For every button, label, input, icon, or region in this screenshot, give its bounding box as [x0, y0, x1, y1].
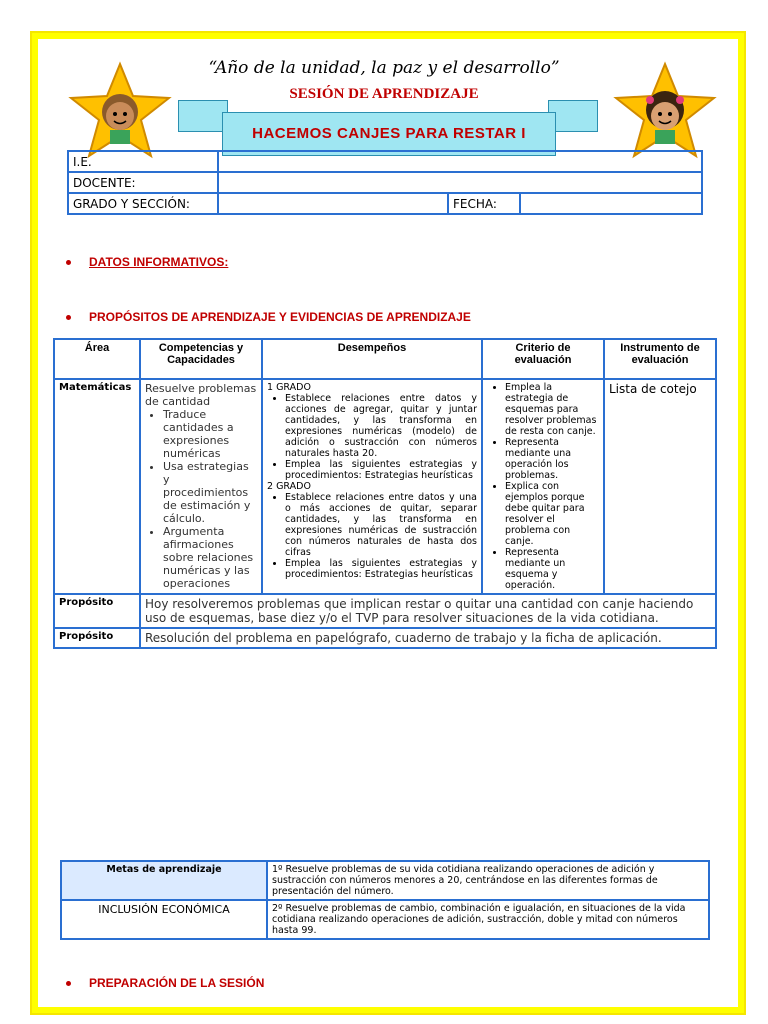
session-title: HACEMOS CANJES PARA RESTAR I [222, 112, 556, 156]
metas-text: 1º Resuelve problemas de su vida cotidiana realizando operaciones de adición y sustracción con números menores a 20, centrándose en las diferentes formas de presentación del número. [267, 861, 709, 900]
ie-value[interactable] [218, 151, 702, 172]
header-instrumento: Instrumento de evaluación [604, 339, 716, 379]
docente-value[interactable] [218, 172, 702, 193]
bullet-icon [66, 260, 71, 265]
section-datos: DATOS INFORMATIVOS: [66, 255, 228, 269]
star-girl-icon [610, 60, 720, 160]
grado-value[interactable] [218, 193, 448, 214]
header-area: Área [54, 339, 140, 379]
inclusion-text: 2º Resuelve problemas de cambio, combinación e igualación, en situaciones de la vida cotidiana realizando operaciones de adición, sustracción, doble y mitad con números hasta 99. [267, 900, 709, 939]
capacidad-item: • Traduce cantidades a expresiones numéricas [163, 408, 257, 460]
ie-label: I.E. [68, 151, 218, 172]
grado2-label: 2 GRADO [267, 481, 311, 492]
learning-table [53, 338, 717, 649]
header-desempenos: Desempeños [262, 339, 482, 379]
instrumento-cell: Lista de cotejo [604, 379, 716, 594]
metas-table [60, 860, 710, 940]
motto: “Año de la unidad, la paz y el desarrollo” [208, 58, 560, 78]
criterio-item: • Representa mediante una operación los problemas. [505, 437, 599, 481]
grado1-label: 1 GRADO [267, 382, 311, 393]
metas-label: Metas de aprendizaje [61, 861, 267, 900]
criterio-item: • Explica con ejemplos porque debe quitar para resolver el problema con canje. [505, 481, 599, 547]
session-label: SESIÓN DE APRENDIZAJE [289, 86, 479, 102]
desempeno-item: • Emplea las siguientes estrategias y procedimientos: Estrategias heurísticas [285, 459, 477, 481]
desempeno-item: • Emplea las siguientes estrategias y procedimientos: Estrategias heurísticas [285, 558, 477, 580]
capacidad-item: • Usa estrategias y procedimientos de estimación y cálculo. [163, 460, 257, 525]
proposito-label-2: Propósito [54, 628, 140, 648]
inclusion-label: INCLUSIÓN ECONÓMICA [61, 900, 267, 939]
fecha-value[interactable] [520, 193, 702, 214]
header-criterio: Criterio de evaluación [482, 339, 604, 379]
desempenos-cell [262, 379, 482, 594]
header-competencias: Competencias y Capacidades [140, 339, 262, 379]
banner-ribbon-left [178, 100, 228, 132]
bullet-icon [66, 315, 71, 320]
section-preparacion: PREPARACIÓN DE LA SESIÓN [66, 976, 264, 990]
criterio-cell [482, 379, 604, 594]
criterio-item: • Emplea la estrategia de esquemas para resolver problemas de resta con canje. [505, 382, 599, 437]
docente-label: DOCENTE: [68, 172, 218, 193]
area-cell: Matemáticas [54, 379, 140, 594]
capacidad-item: • Argumenta afirmaciones sobre relaciones numéricas y las operaciones [163, 525, 257, 590]
desempeno-item: • Establece relaciones entre datos y una o más acciones de quitar, separar cantidades, y las transforma en expresiones numéricas de sustracción con números naturales de hasta dos cifras [285, 492, 477, 558]
competencia-cell: Resuelve problemas de cantidad • Traduce cantidades a expresiones numéricas • Usa estrategias y procedimientos de estimación y cálculo. • Argumenta afirmaciones sobre relaciones numéricas y las operaciones [140, 379, 262, 594]
info-table [67, 150, 703, 215]
star-boy-icon [65, 60, 175, 160]
fecha-label: FECHA: [448, 193, 520, 214]
desempeno-item: • Establece relaciones entre datos y acciones de agregar, quitar y juntar cantidades, y las transforma en expresiones numéricas (modelo) de adición o sustracción con números naturales hasta 20. [285, 393, 477, 459]
proposito-label: Propósito [54, 594, 140, 628]
criterio-item: • Representa mediante un esquema y operación. [505, 547, 599, 591]
proposito-text: Hoy resolveremos problemas que implican restar o quitar una cantidad con canje haciendo uso de esquemas, base diez y/o el TVP para resolver situaciones de la vida cotidiana. [140, 594, 716, 628]
section-propositos: PROPÓSITOS DE APRENDIZAJE Y EVIDENCIAS DE APRENDIZAJE [66, 310, 471, 324]
proposito-text-2: Resolución del problema en papelógrafo, cuaderno de trabajo y la ficha de aplicación. [140, 628, 716, 648]
grado-label: GRADO Y SECCIÓN: [68, 193, 218, 214]
bullet-icon [66, 981, 71, 986]
